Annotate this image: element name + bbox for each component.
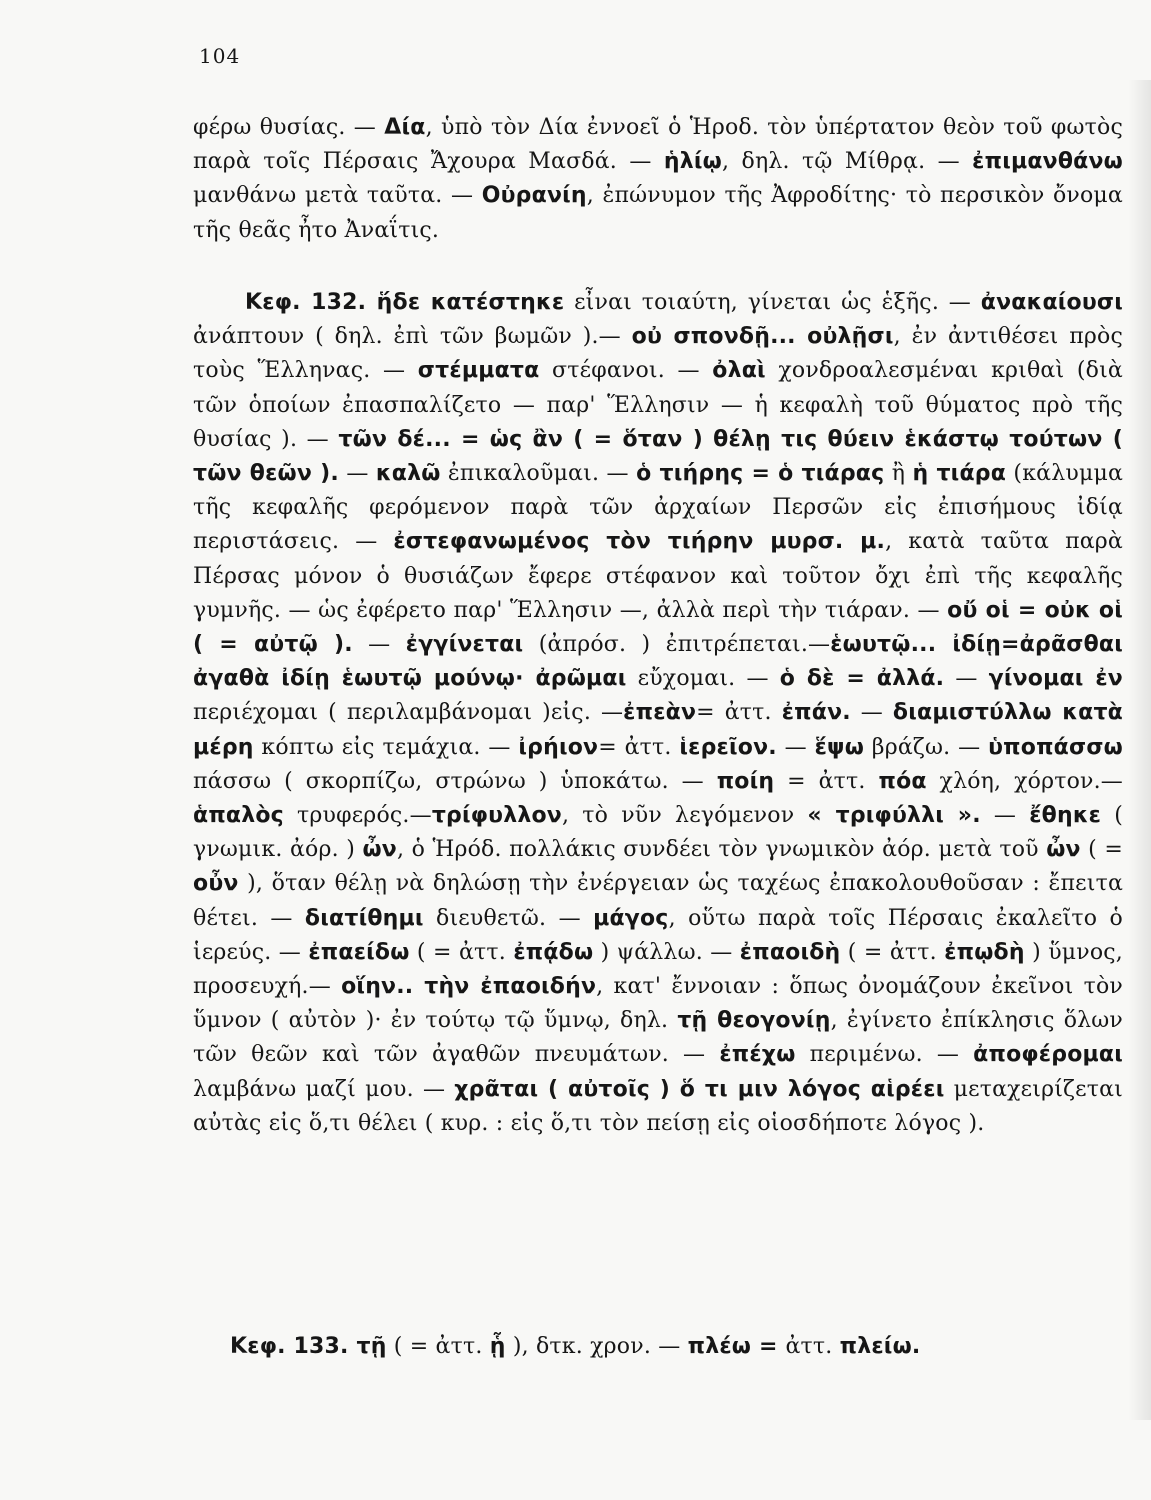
text-run: ), δτκ. χρον. —	[505, 1334, 688, 1359]
bold-term: ἔθηκε	[1029, 803, 1102, 829]
bold-term: ἐπαείδω	[308, 939, 410, 965]
bold-term: πλείω.	[839, 1334, 921, 1359]
bold-term: στέμματα	[417, 358, 540, 384]
text-run: ( = ἀττ.	[386, 1334, 490, 1359]
text-run: πάσσω ( σκορπίζω, στρώνω ) ὑποκάτω. —	[193, 768, 717, 794]
bold-term: οὖν	[193, 871, 239, 897]
text-run: ἀττ.	[785, 1334, 840, 1359]
text-run: κόπτω εἰς τεμάχια. —	[253, 734, 519, 760]
text-run: , ἐπώνυμον τῆς Ἀφροδίτης· τὸ περσικὸν ὄνομα τῆς θεᾶς ἦτο Ἀναΐτις.	[193, 183, 1123, 243]
text-run: ( γνωμικ. ἀόρ. )	[193, 803, 1124, 863]
bold-term: διατίθημι	[304, 905, 424, 931]
text-run: ), ὅταν θέλῃ νὰ δηλώσῃ τὴν ἐνέργειαν ὡς ταχέως ἐπακολουθοῦσαν : ἔπειτα θέτει. —	[193, 871, 1123, 931]
bold-term: διαμιστύλλω κατὰ μέρη	[193, 700, 1123, 760]
bold-term: ἑωυτῷ... ἰδίῃ=ἀρᾶσθαι ἀγαθὰ ἰδίῃ ἑωυτῷ μούνῳ· ἀρῶμαι	[193, 632, 1123, 692]
bold-term: ἐπᾴδω	[513, 939, 594, 965]
text-run: ( = ἀττ.	[840, 939, 945, 965]
text-run: στέφανοι. —	[539, 358, 713, 384]
bold-term: πλέω =	[687, 1334, 786, 1359]
bold-term: ἡλίῳ	[663, 149, 722, 175]
text-run: = ἀττ.	[774, 768, 879, 794]
bold-term: Δία	[384, 115, 426, 140]
bold-term: ἀνακαίουσι	[980, 290, 1124, 315]
bold-term: πόα	[878, 768, 927, 794]
bold-term: ἕψω	[814, 734, 865, 760]
bold-term: γίνομαι ἐν	[988, 666, 1123, 692]
bold-term: ἐπέχω	[719, 1042, 796, 1068]
text-run: , ἐγίνετο ἐπίκλησις ὅλων τῶν θεῶν καὶ τῶν ἀγαθῶν πνευμάτων. —	[193, 1008, 1123, 1068]
bold-term: « τριφύλλι ».	[807, 803, 981, 829]
bold-term: ἐπαοιδὴ	[739, 939, 841, 965]
text-run: λαμβάνω μαζί μου. —	[193, 1076, 455, 1102]
bold-term: οὐ σπονδῇ... οὐλῇσι	[631, 324, 894, 350]
bold-term: καλῶ	[375, 461, 441, 487]
text-run: , κατὰ ταῦτα παρὰ Πέρσας μόνον ὁ θυσιάζων ἔφερε στέφανον καὶ τοῦτον ὄχι ἐπὶ τῆς κεφαλῆς γυμνῆς. — ὡς ἐφέρετο παρ' Ἕλλησιν —, ἀλλὰ περὶ τὴν τιάραν. —	[193, 529, 1123, 623]
chapter-133-paragraph	[193, 1330, 1123, 1364]
text-run: , ἐν ἀντιθέσει πρὸς τοὺς Ἕλληνας. —	[193, 324, 1123, 384]
text-run: , τὸ νῦν λεγόμενον	[561, 803, 808, 829]
text-run: χονδροαλεσμέναι κριθαὶ (διὰ τῶν ὁποίων ἐπασπαλίζετο — παρ' Ἕλλησιν — ἡ κεφαλὴ τοῦ θύματος πρὸ τῆς θυσίας ). —	[193, 358, 1123, 452]
bold-term: ὦν	[362, 837, 397, 863]
paragraph-text	[193, 286, 1123, 1141]
bold-term: ὁ δὲ = ἀλλά.	[779, 666, 945, 692]
bold-term: χρᾶται ( αὐτοῖς ) ὅ τι μιν λόγος αἱρέει	[454, 1076, 945, 1102]
bold-term: ἐγγίνεται	[405, 632, 524, 658]
text-run: (κάλυμμα τῆς κεφαλῆς φερόμενον παρὰ τῶν ἀρχαίων Περσῶν εἰς ἐπισήμους ἰδίᾳ περιστάσεις. —	[193, 461, 1123, 555]
bold-term: ὑποπάσσω	[988, 734, 1123, 760]
text-run: ) ψάλλω. —	[593, 939, 740, 965]
text-run: περιμένω. —	[795, 1042, 974, 1068]
bold-term: ἐπεὰν	[623, 700, 697, 726]
text-run: τρυφερός.—	[283, 803, 432, 829]
bold-term: ἡ τιάρα	[912, 461, 1007, 487]
text-run: —	[776, 734, 815, 760]
text-run: ) ὕμνος, προσευχή.—	[193, 939, 1123, 1000]
bold-term: μάγος	[593, 905, 669, 931]
bold-term: ἀποφέρομαι	[973, 1042, 1123, 1068]
bold-term: ᾗ	[489, 1334, 506, 1359]
text-run: ( =	[1080, 837, 1123, 863]
bold-term: ὁ τιήρης = ὁ τιάρας	[636, 461, 885, 487]
page-number: 104	[199, 44, 241, 68]
text-run: ( = ἀττ.	[409, 939, 514, 965]
paragraph-continuation	[193, 111, 1123, 248]
text-run: —	[944, 666, 989, 692]
text-run: , ὑπὸ τὸν Δία ἐννοεῖ ὁ Ἡροδ. τὸν ὑπέρτατον θεὸν τοῦ φωτὸς παρὰ τοῖς Πέρσαις Ἄχουρα Μασδά. —	[193, 115, 1123, 175]
text-run: , κατ' ἔννοιαν : ὅπως ὀνομάζουν ἐκεῖνοι τὸν ὕμνον ( αὐτὸν )· ἐν τούτῳ τῷ ὕμνῳ, δηλ.	[193, 974, 1123, 1034]
text-run: βράζω. —	[864, 734, 989, 760]
bold-term: Κεφ. 133. τῇ	[230, 1334, 387, 1359]
bold-term: ἐπῳδὴ	[944, 939, 1025, 965]
text-run: —	[338, 461, 376, 487]
text-run: χλόη, χόρτον.—	[926, 768, 1123, 794]
bold-term: ἰρήιον	[518, 734, 599, 760]
text-run: μανθάνω μετὰ ταῦτα. —	[193, 183, 482, 209]
text-run: , οὕτω παρὰ τοῖς Πέρσαις ἐκαλεῖτο ὁ ἱερεύς. —	[193, 905, 1123, 965]
text-run: εὔχομαι. —	[626, 666, 780, 692]
bold-term: ποίη	[716, 768, 775, 794]
bold-term: ἐπιμανθάνω	[972, 149, 1123, 175]
text-run: = ἀττ.	[696, 700, 782, 726]
text-run: μεταχειρίζεται αὐτὰς εἰς ὅ,τι θέλει ( κυρ. : εἰς ὅ,τι τὸν πείσῃ εἰς οἱοσδήποτε λόγος ).	[193, 1076, 1124, 1136]
bold-term: οἵην.. τὴν ἐπαοιδήν	[341, 974, 597, 1000]
bold-term: τῶν δέ... = ὡς ἂν ( = ὅταν ) θέλῃ τις θύειν ἑκάστῳ τούτων ( τῶν θεῶν ).	[193, 426, 1123, 487]
text-run: , δηλ. τῷ Μίθρᾳ. —	[721, 149, 973, 175]
text-run: (ἀπρόσ. ) ἐπιτρέπεται.—	[523, 632, 831, 658]
bold-term: Οὐρανίη	[481, 183, 587, 209]
bold-term: τῇ θεογονίῃ	[677, 1008, 831, 1034]
text-run: ἐπικαλοῦμαι. —	[440, 461, 637, 487]
text-run: εἶναι τοιαύτη, γίνεται ὡς ἑξῆς. —	[564, 290, 981, 315]
chapter-132-paragraph	[193, 286, 1123, 1141]
bold-term: ἐστεφανωμένος τὸν τιήρην μυρσ. μ.	[393, 529, 886, 555]
text-run: —	[850, 700, 893, 726]
text-run: = ἀττ.	[598, 734, 680, 760]
text-run: φέρω θυσίας. —	[193, 115, 385, 140]
bold-term: Κεφ. 132. ἥδε κατέστηκε	[245, 290, 565, 315]
bold-term: ἁπαλὸς	[193, 803, 284, 829]
bold-term: τρίφυλλον	[431, 803, 562, 829]
page-edge-shadow	[1128, 80, 1151, 1420]
bold-term: ὦν	[1046, 837, 1081, 863]
text-run: —	[352, 632, 406, 658]
text-run: διευθετῶ. —	[423, 905, 594, 931]
paragraph-text	[193, 1330, 1123, 1364]
bold-term: ὀλαὶ	[712, 358, 766, 384]
bold-term: οὔ οἱ = οὐκ οἱ ( = αὐτῷ ).	[193, 597, 1123, 658]
paragraph-text	[193, 111, 1123, 248]
text-run: —	[980, 803, 1030, 829]
bold-term: ἱερεῖον.	[679, 734, 777, 760]
text-run: ἀνάπτουν ( δηλ. ἐπὶ τῶν βωμῶν ).—	[193, 324, 632, 350]
text-run: ἢ	[884, 461, 913, 487]
text-run: περιέχομαι ( περιλαμβάνομαι )εἰς. —	[193, 700, 624, 726]
text-run: , ὁ Ἡρόδ. πολλάκις συνδέει τὸν γνωμικὸν ἀόρ. μετὰ τοῦ	[396, 837, 1047, 863]
bold-term: ἐπάν.	[781, 700, 851, 726]
